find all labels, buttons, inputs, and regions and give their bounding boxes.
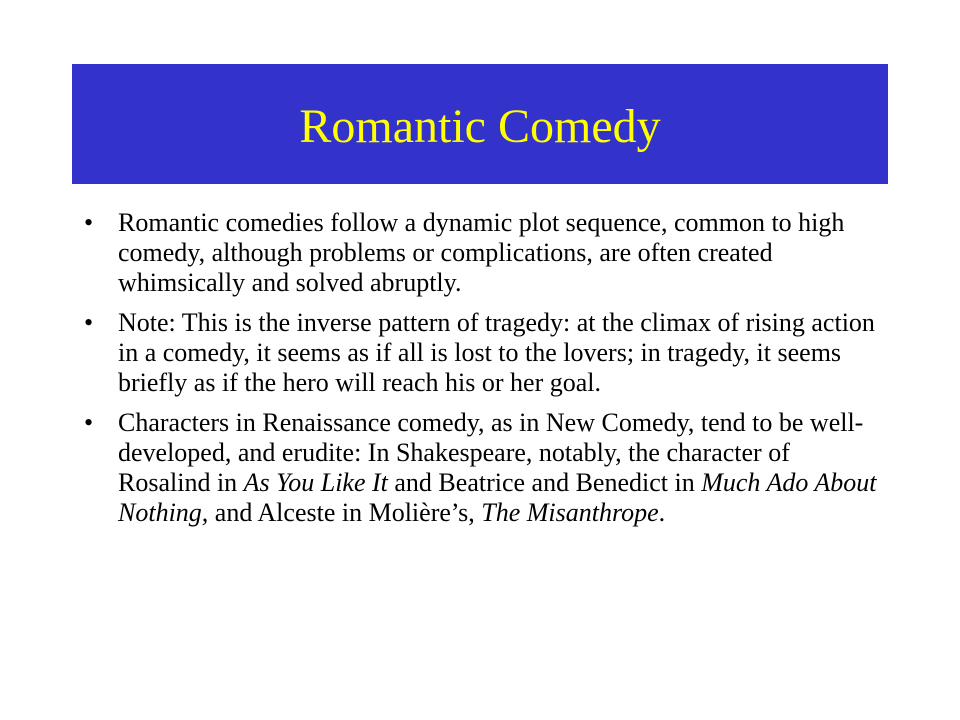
slide-title-bar (72, 64, 888, 184)
bullet-text-part: . (658, 498, 666, 527)
bullet-item (72, 208, 888, 298)
bullet-text-part: Characters in Renaissance comedy, as in New Comedy, tend to be well-developed, and erudite: In Shakespeare, notably, the character of Rosalind in (118, 408, 864, 497)
bullet-item (72, 308, 888, 398)
work-title: The Misanthrope (481, 498, 659, 527)
bullet-text-part: and Beatrice and Benedict in (387, 468, 702, 497)
bullet-list (72, 208, 888, 528)
bullet-icon: • (84, 208, 94, 237)
slide-body (72, 208, 888, 538)
bullet-text: Note: This is the inverse pattern of tragedy: at the climax of rising action in a comedy, it seems as if all is lost to the lovers; in tragedy, it seems briefly as if the hero will reach his or her goal. (118, 308, 875, 397)
bullet-item (72, 408, 888, 528)
slide-title: Romantic Comedy (299, 100, 661, 153)
bullet-text-part: and Alceste in Molière’s, (208, 498, 482, 527)
work-title: Much Ado About Nothing, (118, 468, 877, 527)
bullet-icon: • (84, 308, 94, 337)
work-title: As You Like It (243, 468, 388, 497)
bullet-text: Romantic comedies follow a dynamic plot sequence, common to high comedy, although problems or complications, are often created whimsically and solved abruptly. (118, 208, 845, 297)
bullet-icon: • (84, 408, 94, 437)
